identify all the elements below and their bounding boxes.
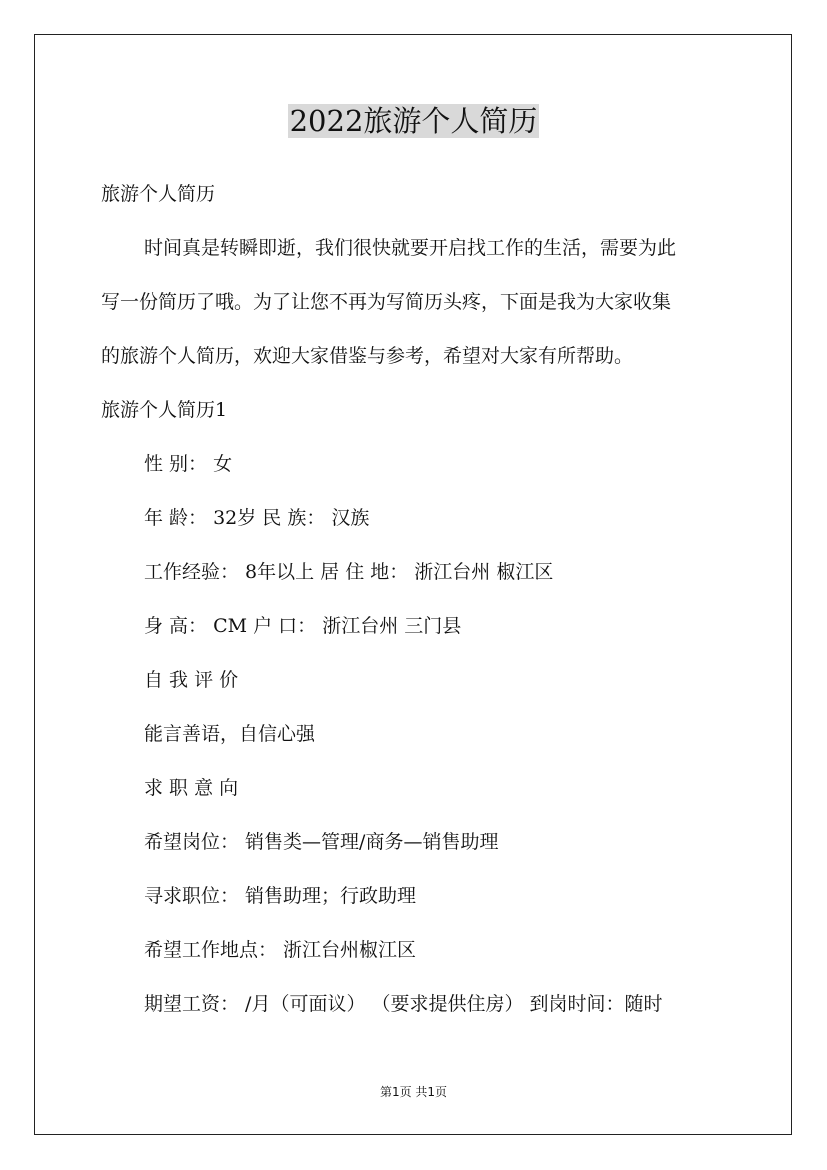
desired-location-line: 希望工作地点： 浙江台州椒江区	[144, 939, 417, 961]
section-heading: 旅游个人简历	[101, 183, 216, 205]
age-ethnicity-line: 年 龄： 32岁 民 族： 汉族	[144, 507, 370, 529]
document-title	[0, 101, 827, 141]
intro-paragraph-line-1: 时间真是转瞬即逝，我们很快就要开启找工作的生活，需要为此	[144, 237, 677, 259]
page-footer: 第1页 共1页	[379, 1085, 448, 1099]
height-hukou-line: 身 高： CM 户 口： 浙江台州 三门县	[144, 615, 462, 637]
document-title-text: 2022旅游个人简历	[289, 104, 538, 138]
intro-paragraph-line-2: 写一份简历了哦。为了让您不再为写简历头疼，下面是我为大家收集	[101, 291, 672, 313]
gender-line: 性 别： 女	[144, 453, 233, 475]
resume-heading: 旅游个人简历1	[101, 399, 228, 421]
expected-salary-line: 期望工资： /月（可面议） （要求提供住房） 到岗时间：随时	[144, 993, 663, 1015]
self-evaluation-heading: 自 我 评 价	[144, 669, 239, 691]
intro-paragraph-line-3: 的旅游个人简历，欢迎大家借鉴与参考，希望对大家有所帮助。	[101, 345, 634, 367]
sought-position-line: 寻求职位： 销售助理；行政助理	[144, 885, 417, 907]
job-intention-heading: 求 职 意 向	[144, 777, 239, 799]
desired-position-line: 希望岗位： 销售类—管理/商务—销售助理	[144, 831, 499, 853]
experience-residence-line: 工作经验： 8年以上 居 住 地： 浙江台州 椒江区	[144, 561, 554, 583]
self-evaluation-text: 能言善语，自信心强	[144, 723, 316, 745]
